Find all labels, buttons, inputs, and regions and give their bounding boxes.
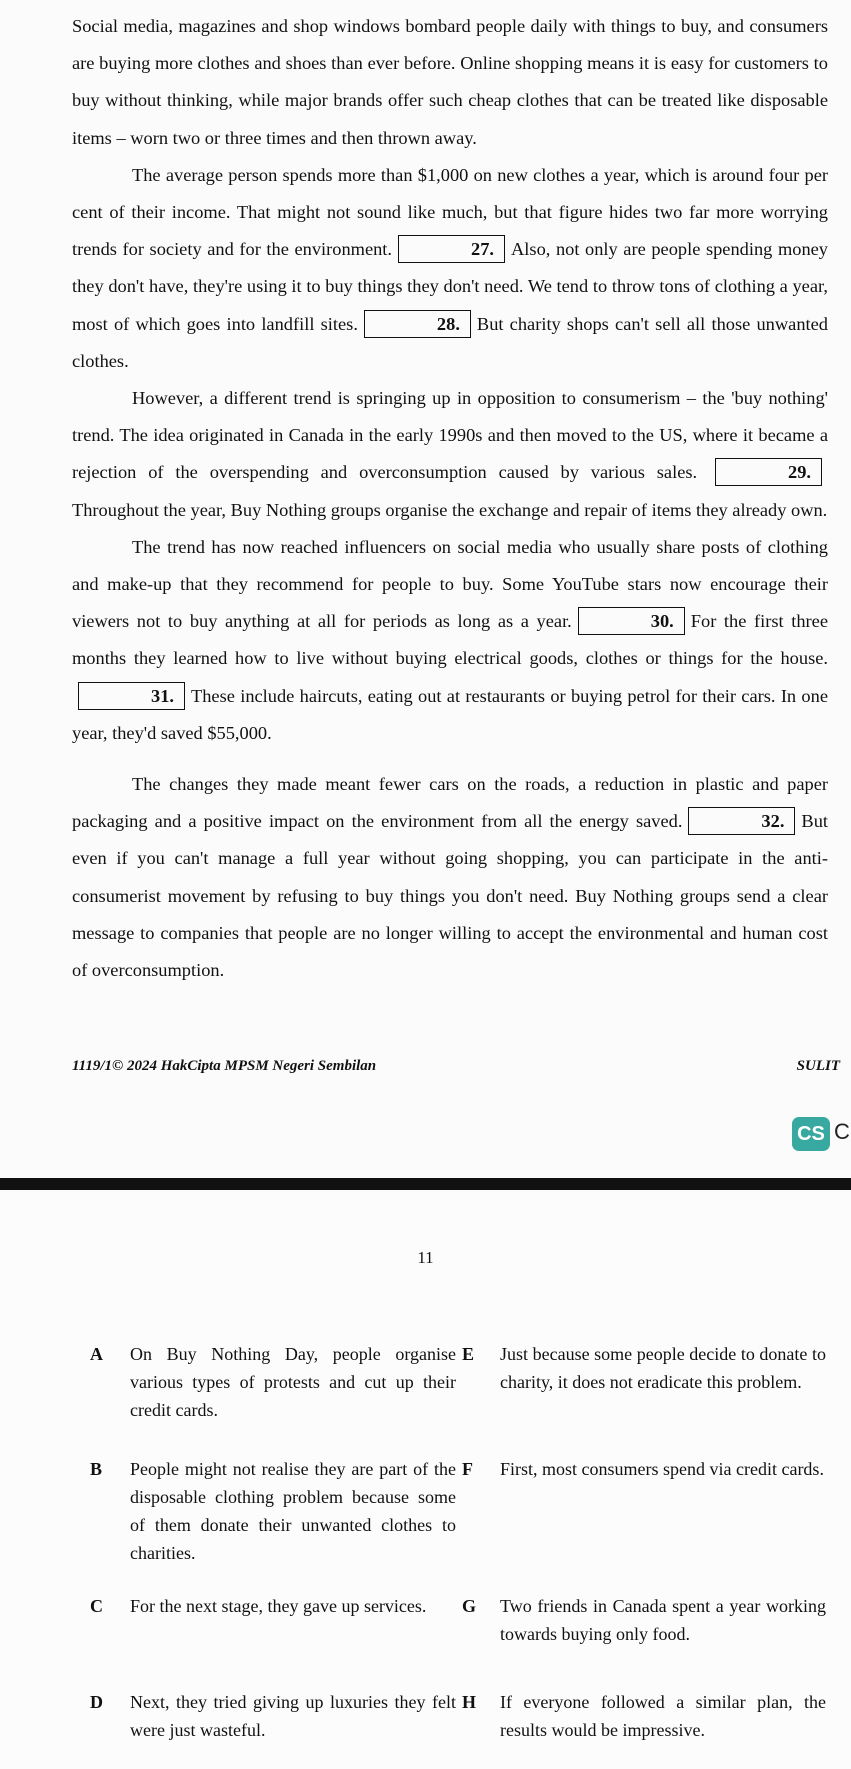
sulit-label: SULIT — [796, 1058, 840, 1074]
gap-28-box[interactable]: 28. — [364, 310, 471, 338]
option-letter: A — [90, 1344, 103, 1364]
paragraph-3-text-a: However, a different trend is springing up in opposition to consumerism – the 'buy nothing' trend. The idea originated in Canada in the early 1990s and then moved to the US, where it became a rejection of the overspending and overconsumption caused by various sales. — [72, 388, 828, 483]
option-text: Just because some people decide to donate to charity, it does not eradicate this problem. — [500, 1344, 826, 1392]
paragraph-4 — [72, 529, 828, 752]
paragraph-2-text-b: Also, not only are people spending money they don't have, they're using it to buy things they don't need. We tend to throw tons of clothing a year, most of which goes into landfill sites. — [72, 239, 828, 334]
paragraph-5-text-b: But even if you can't manage a full year without going shopping, you can participate in the anti-consumerist movement by refusing to buy things you don't need. Buy Nothing groups send a clear message to companies that people are no longer willing to accept the environmental and human cost of overconsumption. — [72, 811, 828, 981]
paragraph-1-text: Social media, magazines and shop windows bombard people daily with things to buy, and consumers are buying more clothes and shoes than ever before. Online shopping means it is easy for customers to buy without thinking, while major brands offer such cheap clothes that can be treated like disposable items – worn two or three times and then thrown away. — [72, 16, 828, 148]
gap-32-box[interactable]: 32. — [688, 807, 795, 835]
paragraph-4-text-a: The trend has now reached influencers on social media who usually share posts of clothing and make-up that they recommend for people to buy. Some YouTube stars now encourage their viewers not to buy anything at all for periods as long as a year. — [72, 536, 828, 632]
paragraph-1 — [72, 8, 828, 157]
paragraph-3 — [72, 380, 828, 529]
option-text: People might not realise they are part of the disposable clothing problem because some of them donate their unwanted clothes to charities. — [130, 1459, 456, 1563]
option-letter: F — [462, 1459, 473, 1479]
option-text: If everyone followed a similar plan, the results would be impressive. — [500, 1692, 826, 1740]
gap-27-box[interactable]: 27. — [398, 235, 505, 263]
option-letter: H — [462, 1692, 477, 1712]
option-text: On Buy Nothing Day, people organise various types of protests and cut up their credit cards. — [130, 1344, 456, 1420]
page-number: 11 — [417, 1248, 434, 1267]
option-letter: C — [90, 1596, 103, 1616]
paragraph-2-text-c: But charity shops can't sell all those unwanted clothes. — [72, 313, 828, 371]
option-letter: G — [462, 1596, 477, 1616]
camscanner-label: C — [834, 1119, 850, 1144]
gap-30-box[interactable]: 30. — [578, 607, 685, 635]
copyright-footer: 1119/1© 2024 HakCipta MPSM Negeri Sembilan — [72, 1058, 377, 1074]
option-text: Next, they tried giving up luxuries they felt were just wasteful. — [130, 1692, 456, 1740]
paragraph-2 — [72, 157, 828, 380]
paragraph-5 — [72, 766, 828, 989]
option-text: For the next stage, they gave up services. — [130, 1596, 427, 1616]
gap-29-box[interactable]: 29. — [715, 458, 822, 486]
option-letter: D — [90, 1692, 103, 1712]
camscanner-logo-icon: CS — [792, 1117, 830, 1151]
option-letter: B — [90, 1459, 103, 1479]
paragraph-4-text-c: These include haircuts, eating out at restaurants or buying petrol for their cars. In one year, they'd saved $55,000. — [72, 685, 828, 743]
option-text: Two friends in Canada spent a year working towards buying only food. — [500, 1596, 826, 1644]
gap-31-box[interactable]: 31. — [78, 682, 185, 710]
paragraph-4-text-b: For the first three months they learned how to live without buying electrical goods, clothes or things for the house. — [72, 611, 828, 669]
option-text: First, most consumers spend via credit cards. — [500, 1459, 824, 1479]
paragraph-3-text-b: Throughout the year, Buy Nothing groups organise the exchange and repair of items they already own. — [72, 499, 828, 520]
option-letter: E — [462, 1344, 475, 1364]
paragraph-5-text-a: The changes they made meant fewer cars on the roads, a reduction in plastic and paper packaging and a positive impact on the environment from all the energy saved. — [72, 774, 828, 832]
paragraph-2-text-a: The average person spends more than $1,000 on new clothes a year, which is around four per cent of their income. That might not sound like much, but that figure hides two far more worrying trends for society and for the environment. — [72, 164, 828, 260]
reading-passage — [72, 8, 828, 989]
page-divider — [0, 1178, 851, 1190]
